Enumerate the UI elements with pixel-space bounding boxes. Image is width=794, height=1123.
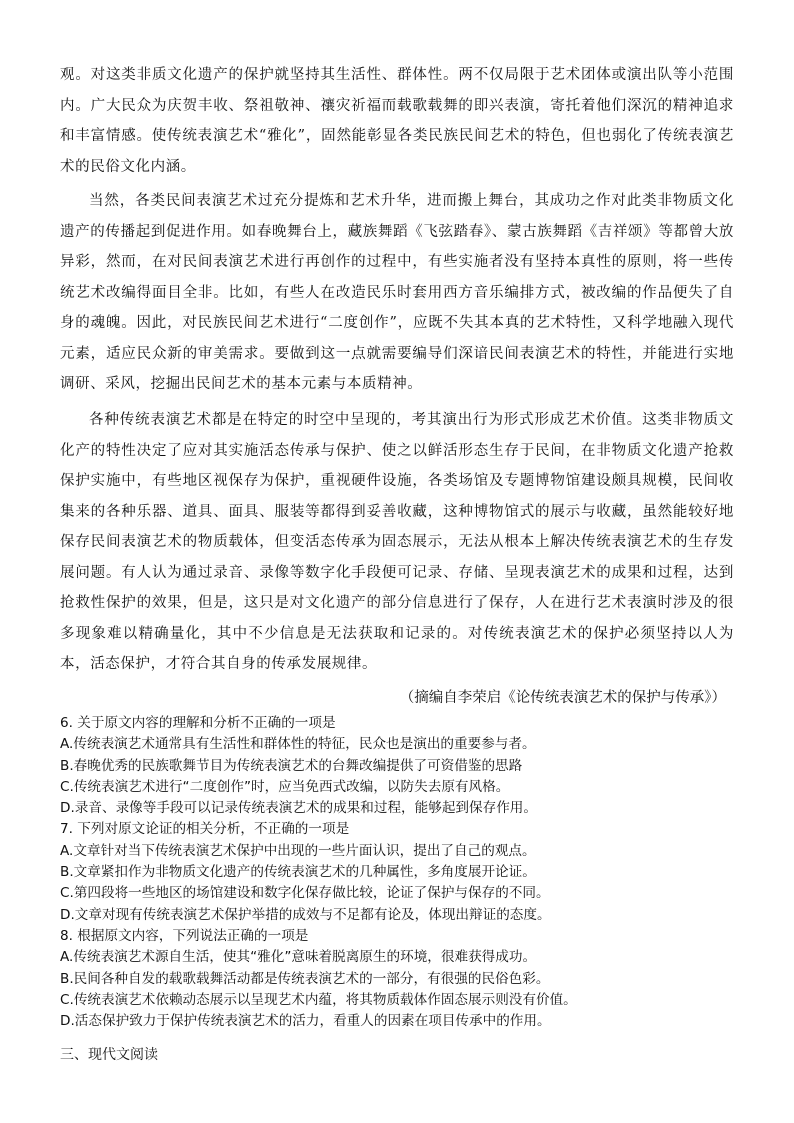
source-citation: （摘编自李荣启《论传统表演艺术的保护与传承》）: [399, 690, 726, 706]
section-heading: 三、现代文阅读: [60, 1047, 158, 1063]
question-6-option-d: D.录音、录像等手段可以记录传统表演艺术的成果和过程，能够起到保存作用。: [60, 800, 537, 817]
passage-paragraph-2: 当然，各类民间表演艺术过充分提炼和艺术升华，进而搬上舞台，其成功之作对此类非物质文化遗产的传播起到促进作用。如春晚舞台上，藏族舞蹈《飞弦踏春》、蒙古族舞蹈《吉祥颂》等都曾大放异彩，然而，在对民间表演艺术进行再创作的过程中，有些实施者没有坚持本真性的原则，将一些传统艺术改编得面目全非。比如，有些人在改造民乐时套用西方音乐编排方式，被改编的作品便失了自身的魂魄。因此，对民族民间艺术进行“二度创作”，应既不失其本真的艺术特性，又科学地融入现代元素，适应民众新的审美需求。要做到这一点就需要编导们深谙民间表演艺术的特性，并能进行实地调研、采风，挖掘出民间艺术的基本元素与本质精神。: [60, 193, 734, 392]
question-8-option-b: B.民间各种自发的载歌载舞活动都是传统表演艺术的一部分，有很强的民俗色彩。: [60, 970, 550, 987]
question-8-option-d: D.活态保护致力于保护传统表演艺术的活力，看重人的因素在项目传承中的作用。: [60, 1013, 551, 1030]
question-7-option-c: C.第四段将一些地区的场馆建设和数字化保存做比较，论证了保护与保存的不同。: [60, 885, 550, 902]
question-7-stem: 7. 下列对原文论证的相关分析，不正确的一项是: [60, 821, 350, 838]
question-7-option-d: D.文章对现有传统表演艺术保护举措的成效与不足都有论及，体现出辩证的态度。: [60, 906, 551, 923]
question-8-option-a: A.传统表演艺术源自生活，使其“雅化”意味着脱离原生的环境，很难获得成功。: [60, 949, 537, 966]
question-6-stem: 6. 关于原文内容的理解和分析不正确的一项是: [60, 715, 336, 731]
question-8-option-c: C.传统表演艺术依赖动态展示以呈现艺术内蕴，将其物质载体作固态展示则没有价值。: [60, 991, 577, 1008]
question-8-stem: 8. 根据原文内容，下列说法正确的一项是: [60, 927, 309, 944]
question-6-option-a: A.传统表演艺术通常具有生活性和群体性的特征，民众也是演出的重要参与者。: [60, 736, 536, 753]
question-7-option-b: B.文章紧扣作为非物质文化遗产的传统表演艺术的几种属性，多角度展开论证。: [60, 864, 536, 881]
question-6-option-c: C.传统表演艺术进行“二度创作”时，应当免西式改编，以防失去原有风格。: [60, 778, 510, 795]
passage-paragraph-3: 各种传统表演艺术都是在特定的时空中呈现的，考其演出行为形式形成艺术价值。这类非物质文化产的特性决定了应对其实施活态传承与保护、使之以鲜活形态生存于民间，在非物质文化遗产抢救保护实施中，有些地区视保存为保护，重视硬件设施，各类场馆及专题博物馆建设颇具规模，民间收集来的各种乐器、道具、面具、服装等都得到妥善收藏，这种博物馆式的展示与收藏，虽然能较好地保存民间表演艺术的物质载体，但变活态传承为固态展示，无法从根本上解决传统表演艺术的生存发展问题。有人认为通过录音、录像等数字化手段便可记录、存储、呈现表演艺术的成果和过程，达到抢救性保护的效果，但是，这只是对文化遗产的部分信息进行了保存，人在进行艺术表演时涉及的很多现象难以精确量化，其中不少信息是无法获取和记录的。对传统表演艺术的保护必须坚持以人为本，活态保护，才符合其自身的传承发展规律。: [60, 412, 734, 672]
passage-paragraph-1: 观。对这类非质文化遗产的保护就坚持其生活性、群体性。两不仅局限于艺术团体或演出队等小范围内。广大民众为庆贺丰收、祭祖敬神、禳灾祈福而载歌载舞的即兴表演，寄托着他们深沉的精神追求和丰富情感。使传统表演艺术“雅化”，固然能彰显各类民族民间艺术的特色，但也弱化了传统表演艺术的民俗文化内涵。: [60, 67, 734, 175]
question-7-option-a: A.文章针对当下传统表演艺术保护中出现的一些片面认识，提出了自己的观点。: [60, 842, 536, 859]
question-block: [60, 713, 740, 1032]
question-6-option-b: B.春晚优秀的民族歌舞节目为传统表演艺术的台舞改编提供了可资借鉴的思路: [60, 757, 523, 774]
